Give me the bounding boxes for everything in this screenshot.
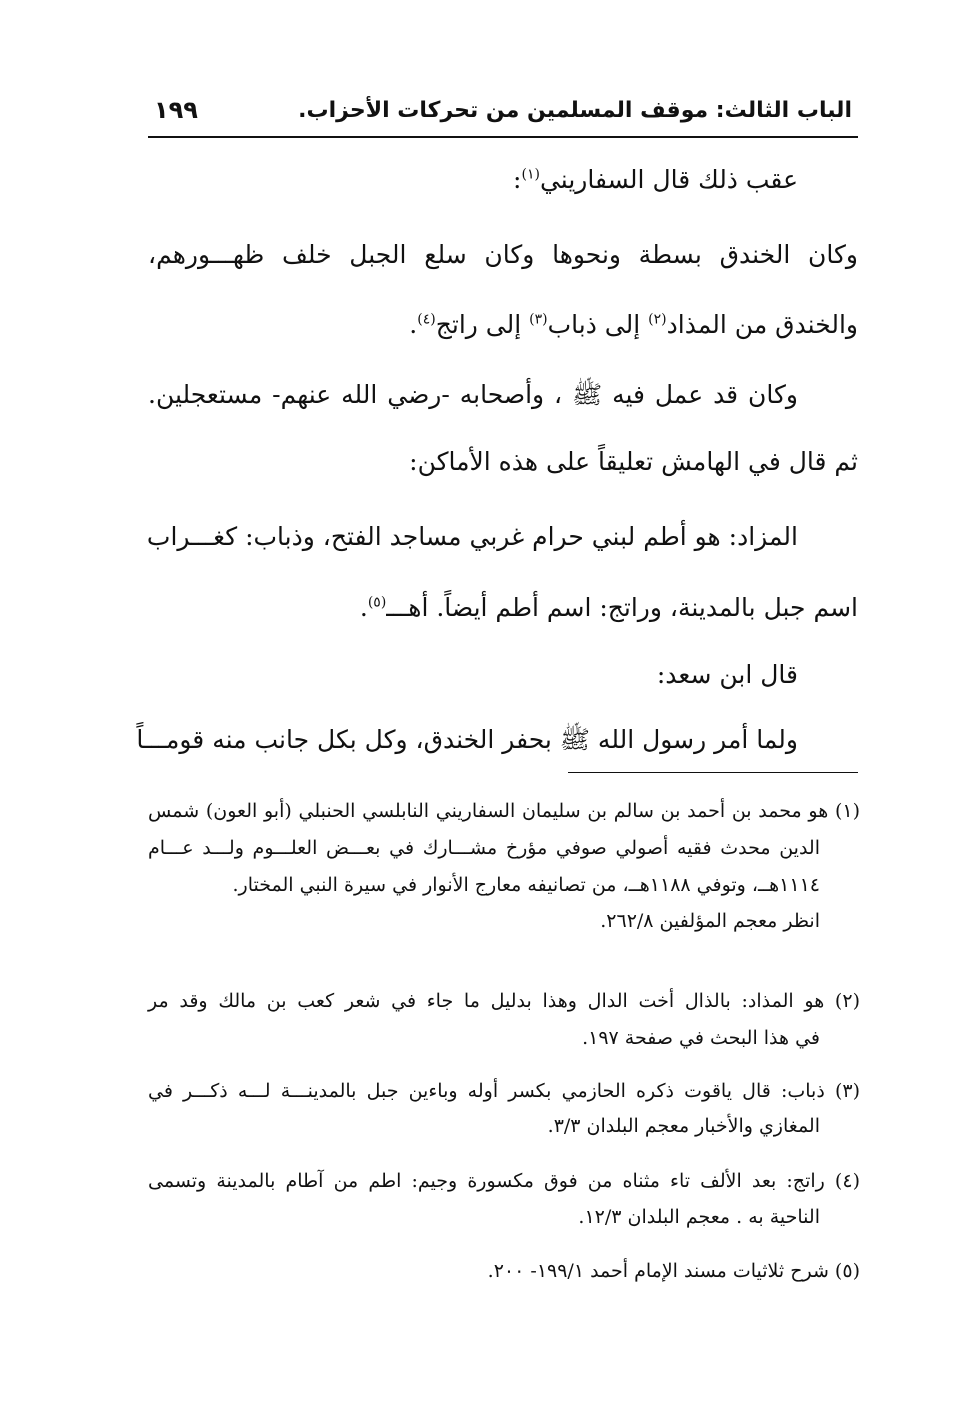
- footnote-ref: (٢): [648, 311, 667, 328]
- footnote-separator: [568, 772, 858, 773]
- footnote-ref: (٤): [417, 311, 436, 328]
- footnote-ref: (٣): [529, 311, 548, 328]
- text-line: قال ابن سعد:: [656, 660, 798, 689]
- footnote-line: ١١١٤هــ، وتوفي ١١٨٨هــ، من تصانيفه معارج الأنوار في سيرة النبي المختار.: [232, 874, 820, 896]
- text-line: وكان الخندق بسطة ونحوها وكان سلع الجبل خلف ظهـــورهم،: [148, 240, 858, 269]
- running-header: [148, 96, 858, 138]
- text-line: المزاد: هو أطم لبني حرام غربي مساجد الفتح، وذباب: كغـــراب: [146, 522, 798, 551]
- footnote-line: (٢) هو المذاد: بالذال أخت الدال وهذا بدليل ما جاء في شعر كعب بن مالك وقد مر: [148, 990, 860, 1012]
- footnote-line: (٤) راتج: بعد الألف تاء مثناه من فوق مكسورة وجيم: اطم من آطام بالمدينة وتسمى: [148, 1170, 860, 1192]
- footnote-line: الدين محدث فقيه أصولي صوفي مؤرخ مشـــارك في بعـــض العلـــوم ولـــد عـــام: [148, 837, 820, 859]
- footnote-line: (٣) ذباب: قال ياقوت ذكره الحازمي بكسر أوله وباءين جبل بالمدينـــة لـــه ذكـــر في: [148, 1080, 860, 1102]
- footnote-line: في هذا البحث في صفحة ١٩٧.: [582, 1027, 820, 1049]
- footnote-line: الناحية به . معجم البلدان ١٢/٣.: [578, 1206, 820, 1228]
- footnote-ref: (١): [521, 166, 540, 183]
- text-line: عقب ذلك قال السفاريني$^{(١)}$:: [513, 165, 798, 194]
- footnote-ref: (٥): [367, 594, 387, 611]
- chapter-title: الباب الثالث: موقف المسلمين من تحركات الأحزاب.: [298, 98, 852, 123]
- text-line: ولما أمر رسول الله ﷺ بحفر الخندق، وكل بكل جانب منه قومـــاً: [136, 725, 798, 754]
- text-line: وكان قد عمل فيه ﷺ ، وأصحابه -رضي الله عنهم- مستعجلين.: [148, 380, 798, 409]
- footnote-line: (٥) شرح ثلاثيات مسند الإمام أحمد ١٩٩/١- ٢٠٠.: [487, 1260, 860, 1282]
- text-line: ثم قال في الهامش تعليقاً على هذه الأماكن:: [409, 447, 858, 476]
- footnote-line: انظر معجم المؤلفين ٢٦٢/٨.: [600, 910, 820, 932]
- text-line: اسم جبل بالمدينة، وراتج: اسم أطم أيضاً. أهـــ$^{(٥)}$.: [359, 593, 858, 622]
- text-line: والخندق من المذاد$^{(٢)}$ إلى ذباب$^{(٣)}$ إلى راتج$^{(٤)}$.: [409, 310, 858, 339]
- footnote-line: المغازي والأخبار معجم البلدان ٣/٣.: [547, 1115, 820, 1137]
- page-number: ١٩٩: [154, 96, 198, 124]
- footnote-line: (١) هو محمد بن أحمد بن سالم بن سليمان السفاريني النابلسي الحنبلي (أبو العون) شمس: [148, 800, 860, 822]
